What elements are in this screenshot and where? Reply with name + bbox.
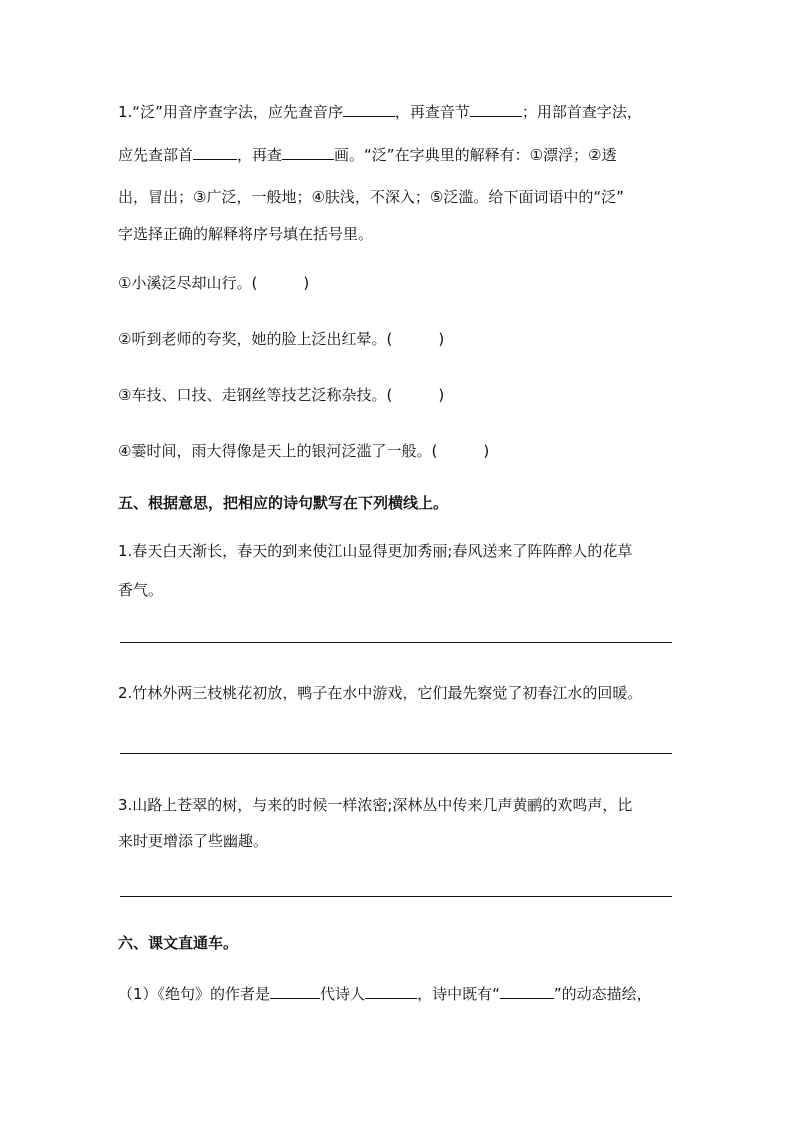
answer-blank-strokes[interactable] [282, 143, 334, 160]
s5-q1-line-2: 香气。 [118, 581, 164, 599]
s6-q1-text-b: 代诗人 [320, 985, 366, 1003]
s6-q1-line [118, 982, 652, 1005]
q4-line2-text-b: ，再查 [237, 146, 283, 164]
q4-line1-text-c: ；用部首查字法， [521, 103, 642, 121]
q4-item-3-text: ③车技、口技、走钢丝等技艺泛称杂技。( [118, 386, 393, 404]
s5-q3-answer-line[interactable] [120, 896, 672, 897]
q4-line-3: 出，冒出；③广泛，一般地；④肤浅，不深入；⑤泛滥。给下面词语中的“泛” [118, 188, 624, 206]
q4-line2-text-a: 应先查部首 [118, 146, 194, 164]
answer-blank-syllable[interactable] [470, 100, 522, 117]
q4-line-4: 字选择正确的解释将序号填在括号里。 [118, 225, 374, 243]
answer-blank-description[interactable] [500, 982, 554, 999]
s5-q2-answer-line[interactable] [120, 753, 672, 754]
answer-blank-radical[interactable] [193, 143, 237, 160]
s5-q2-line: 2.竹林外两三枝桃花初放，鸭子在水中游戏，它们最先察觉了初春江水的回暖。 [118, 684, 643, 702]
answer-blank-poet[interactable] [365, 982, 417, 999]
q4-item-4-close: ) [483, 442, 490, 460]
q4-line1-text-a: 1.“泛”用音序查字法，应先查音序 [118, 103, 343, 121]
q4-item-3-close: ) [438, 386, 445, 404]
q4-line2-text-c: 画。“泛”在字典里的解释有：①漂浮；②透 [334, 146, 617, 164]
q4-item-2-text: ②听到老师的夸奖，她的脸上泛出红晕。( [118, 330, 393, 348]
s6-q1-text-c: ，诗中既有“ [417, 985, 500, 1003]
s6-q1-text-a: （1）《绝句》的作者是 [118, 985, 271, 1003]
answer-blank-dynasty[interactable] [270, 982, 320, 999]
s5-q1-line-1: 1.春天白天渐长，春天的到来使江山显得更加秀丽;春风送来了阵阵醉人的花草 [118, 542, 633, 560]
section-6-heading: 六、课文直通车。 [118, 934, 239, 952]
s6-q1-text-d: ”的动态描绘， [553, 985, 652, 1003]
q4-item-3 [118, 384, 444, 406]
q4-item-1-text: ①小溪泛尽却山行。( [118, 274, 258, 292]
q4-line1-text-b: ，再查音节 [394, 103, 470, 121]
section-5-heading: 五、根据意思，把相应的诗句默写在下列横线上。 [118, 494, 449, 512]
q4-item-1-close: ) [303, 274, 310, 292]
q4-item-2 [118, 328, 444, 350]
s5-q3-line-2: 来时更增添了些幽趣。 [118, 832, 269, 850]
answer-blank-letter[interactable] [343, 100, 395, 117]
q4-item-4-text: ④霎时间，雨大得像是天上的银河泛滥了一般。( [118, 442, 438, 460]
s5-q1-answer-line[interactable] [120, 642, 672, 643]
q4-item-4 [118, 440, 489, 462]
s5-q3-line-1: 3.山路上苍翠的树，与来的时候一样浓密;深林丛中传来几声黄鹂的欢鸣声，比 [118, 796, 633, 814]
q4-item-2-close: ) [438, 330, 445, 348]
q4-line-2 [118, 143, 616, 166]
q4-item-1 [118, 272, 309, 294]
q4-line-1 [118, 100, 642, 123]
